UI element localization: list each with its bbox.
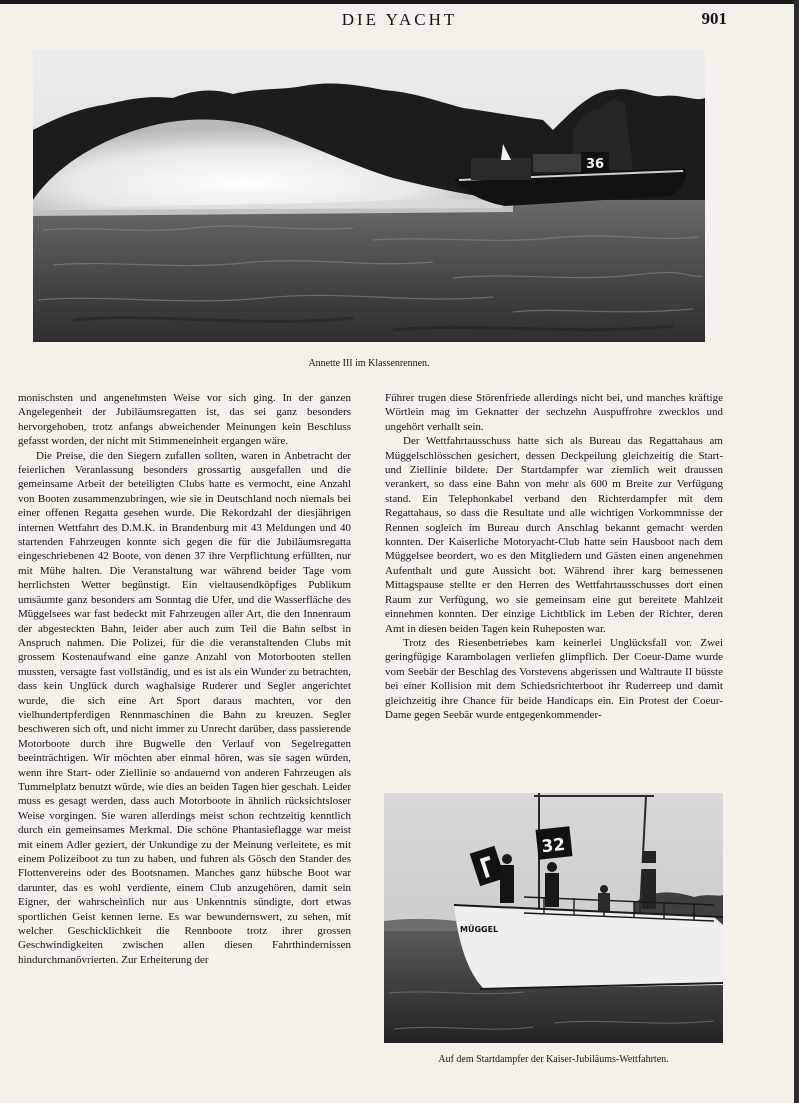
paragraph: Führer trugen diese Störenfriede allerdings nicht bei, und manches kräftige Wörtlein mag im Geknatter der sechzehn Auspuffrohre zwecklos und ungehört verhallt sein. — [385, 392, 723, 433]
photo-caption-top: Annette III im Klassenrennen. — [308, 358, 430, 369]
text-column-left — [18, 391, 351, 967]
text-column-right — [385, 391, 723, 722]
photo-caption-bottom: Auf dem Startdampfer der Kaiser-Jubiläums-Wettfahrten. — [438, 1054, 669, 1065]
page-number: 901 — [701, 9, 727, 28]
boat-name-label: MÜGGEL — [460, 925, 499, 934]
paragraph: monischsten und angenehmsten Weise vor sich ging. In der ganzen Angelegenheit der Jubiläumsregatten ist, das sei ganz besonders hervorgehoben, trotz anfangs abweichender Meinungen kein Beschluss gefasst worden, der nicht mit Stimmeneinheit ergangen wäre. — [18, 392, 351, 448]
paragraph: Der Wettfahrtausschuss hatte sich als Bureau das Regattahaus am Müggelschlösschen gesichert, dessen Deckpeilung gleichzeitig die Start- und Ziellinie bildete. Der Startdampfer war ziemlich weit draussen verankert, so dass eine Bahn von mehr als 600 m Breite zur Verfügung stand. Ein Telephonkabel verband den Richterdampfer mit dem Regattahaus, so dass die Resultate und alle wichtigen Vorkommnisse der Rennen sogleich im Bureau durch Anschlag bekannt gemacht werden konnten. Der Kaiserliche Motoryacht-Club hatte sein Hausboot nach dem Müggelsee beordert, wo es den Mitgliedern und Gästen einen angenehmen Aufenthalt und gute Aussicht bot. Während ihrer karg bemessenen Mittagspause stellte er den Herren des Wettfahrtausschusses dort einen Raum zur Verfügung, wo sie gemeinsam eine gut bereitete Mahlzeit einnehmen konnten. Der einzige Lichtblick im Leben der Richter, deren Amt in diesen beiden Tagen kein Ruheposten war. — [385, 435, 723, 635]
page-edge-right — [794, 0, 799, 1103]
page-edge — [0, 0, 799, 4]
running-head: DIE YACHT — [341, 10, 458, 29]
paragraph: Die Preise, die den Siegern zufallen sollten, waren in Anbetracht der feierlichen Veranlassung besonders grossartig ausgefallen und die gemeinsame Arbeit der beteiligten Clubs hatte es vermocht, eine Anzahl von Booten zusammenzubringen, wie sie in Deutschland noch niemals bei einer offenen Regatta gesehen wurde. Die Rekordzahl der diesjährigen internen Wettfahrt des D.M.K. in Brandenburg mit 43 Meldungen und 40 startenden Fahrzeugen konnte sich gegen die für die Jubiläumsregatta eingeschriebenen 42 Boote, von denen 37 ihre Verpflichtung erfüllten, nur mit Mühe halten. Die Veranstaltung war während beider Tage vom herrlichsten Wetter begünstigt. Ein vieltausendköpfiges Publikum umsäumte ganz besonders am Sonntag die Ufer, und die Wasserfläche des Müggelsees war fast bedeckt mit Fahrzeugen aller Art, die den Innenraum der abgesteckten Bahn, leider aber auch zum Teil die Bahn selbst in Anspruch nahmen. Die Polizei, für die die veranstaltenden Clubs mit grossem Kostenaufwand eine ganze Anzahl von Motorbooten stellen mussten, versagte fast vollständig, und es ist als ein Wunder zu betrachten, dass kein Unglück durch waghalsige Ruderer und Segler angerichtet wurde, die sich eine Art Sport daraus machten, vor den vielhundertpferdigen Rennmaschinen die Bahn zu kreuzen. Segler beschweren sich oft, und nicht immer zu Unrecht darüber, dass passierende Motorboote durch ihre Bugwelle den Verlauf von Segelregatten beeinträchtigen. Wir möchten aber einmal hören, was sie sagen würden, wenn ihre Start- oder Ziellinie so andauernd von anderen Fahrzeugen als Tummelplatz benutzt würde, wie dies an beiden Tagen hier geschah. Leider muss es gesagt werden, dass auch Motorboote in ähnlich rücksichtsloser Weise vorgingen. Sie waren allerdings meist schon rechtzeitig kenntlich durch ein gemeinsames Merkmal. Die schöne Phantasieflagge war meist mit einem Adler geziert, der Unkundige zu der Meinung verleitete, es mit einem Polizeiboot zu tun zu haben, und fuhren als Gösch den Stander des Flottenvereins oder des Bootsnamen. Manches ganz hübsche Boot war darunter, das es wohl verdiente, einem Club anzugehören, damit sein Eigner, der wahrscheinlich nur aus Unkenntnis sündigte, dort etwas sportlichen Geist kennen lerne. Es war bewundernswert, zu sehen, mit welcher Geschicklichkeit die Rennboote trotz ihrer grossen Geschwindigkeiten zwischen allen diesen Fahrthindernissen hindurchmanövrierten. Zur Erheiterung der — [18, 449, 351, 966]
start-steamer-photo — [384, 793, 723, 1043]
speedboat-photo — [33, 50, 705, 342]
number-sign-label: 32 — [540, 834, 567, 858]
boat-number-label: 36 — [585, 157, 605, 172]
paragraph: Trotz des Riesenbetriebes kam keinerlei Unglücksfall vor. Zwei geringfügige Karambolagen verliefen glimpflich. Der Coeur-Dame wurde vom Seebär der Beschlag des Vorstevens abgerissen und Waltraute II büsste bei einer Kollision mit dem Schiedsrichterboot ihr Ruderreep und damit gleichzeitig ihre Chance für beide Handicaps ein. Ein Protest der Coeur-Dame gegen Seebär wurde entgegenkommender- — [385, 636, 723, 721]
